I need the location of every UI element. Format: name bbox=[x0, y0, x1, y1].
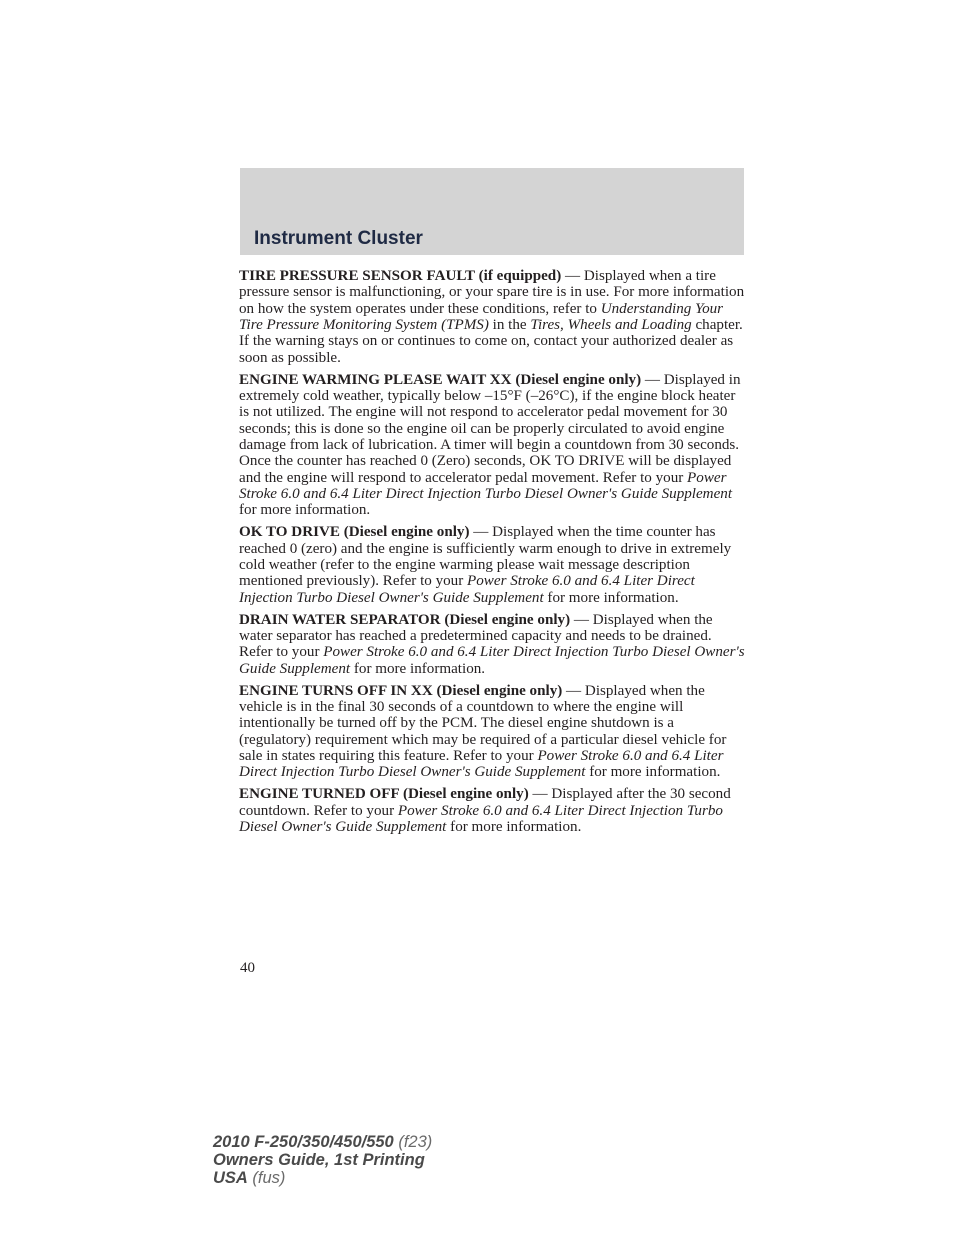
footer-printing: Owners Guide, 1st Printing bbox=[213, 1151, 425, 1169]
footer-market-line bbox=[213, 1169, 432, 1187]
entry-term: ENGINE WARMING PLEASE WAIT XX (Diesel engine only) bbox=[239, 371, 642, 388]
entry-reference: Understanding Your Tire Pressure Monitoring System (TPMS) bbox=[239, 300, 724, 334]
entry-drain-water-separator bbox=[239, 612, 745, 677]
entry-reference: Power Stroke 6.0 and 6.4 Liter Direct Injection Turbo Diesel Owner's Guide Supplement bbox=[239, 469, 733, 503]
footer-model-line bbox=[213, 1133, 432, 1151]
entry-reference: Power Stroke 6.0 and 6.4 Liter Direct Injection Turbo Diesel Owner's Guide Supplement bbox=[239, 573, 695, 606]
entry-text: — Displayed in extremely cold weather, typically below –15°F (–26°C), if the engine block heater is not utilized. The engine will not respond to accelerator pedal movement for 30 seconds; this is done so the engine oil can be properly circulated to avoid engine damage from lack of lubrication. A timer will begin a countdown from 30 seconds. Once the counter has reached 0 (Zero) seconds, OK TO DRIVE will be displayed and the engine will respond to accelerator pedal movement. Refer to your bbox=[239, 371, 741, 486]
entry-reference: Power Stroke 6.0 and 6.4 Liter Direct Injection Turbo Diesel Owner's Guide Supplement bbox=[239, 644, 745, 677]
entry-term: DRAIN WATER SEPARATOR (Diesel engine only) bbox=[239, 611, 571, 628]
entry-text: — Displayed when the time counter has reached 0 (zero) and the engine is sufficiently warm enough to drive in extremely cold weather (refer to the engine warming please wait message description mentioned previously). Refer to your bbox=[239, 524, 732, 590]
footer-market: USA bbox=[213, 1169, 248, 1187]
entry-text: for more information. bbox=[239, 502, 371, 519]
entry-reference: Tires, Wheels and Loading bbox=[530, 317, 692, 334]
entry-ok-to-drive bbox=[239, 524, 745, 606]
entry-text: in the bbox=[488, 317, 531, 334]
entry-text: — Displayed when the vehicle is in the final 30 seconds of a countdown to where the engine will intentionally be turned off by the PCM. The diesel engine shutdown is a (regulatory) requirement which may be required of a particular diesel vehicle for sale in states requiring this feature. Refer to your bbox=[239, 682, 727, 764]
page-body bbox=[239, 268, 745, 841]
document-footer bbox=[213, 1133, 432, 1187]
entry-term: OK TO DRIVE (Diesel engine only) bbox=[239, 524, 470, 541]
entry-reference: Power Stroke 6.0 and 6.4 Liter Direct Injection Turbo Diesel Owner's Guide Supplement bbox=[239, 748, 724, 781]
footer-model-code: (f23) bbox=[393, 1133, 433, 1151]
entry-term: TIRE PRESSURE SENSOR FAULT (if equipped) bbox=[239, 268, 562, 284]
entry-text: chapter. If the warning stays on or continues to come on, contact your authorized dealer as soon as possible. bbox=[239, 317, 743, 366]
entry-term: ENGINE TURNED OFF (Diesel engine only) bbox=[239, 786, 529, 803]
footer-market-code: (fus) bbox=[247, 1169, 286, 1187]
entry-text: for more information. bbox=[543, 589, 679, 606]
entry-term: ENGINE TURNS OFF IN XX (Diesel engine only) bbox=[239, 682, 563, 699]
entry-engine-warming bbox=[239, 372, 745, 519]
entry-text: for more information. bbox=[350, 660, 486, 677]
entry-reference: Power Stroke 6.0 and 6.4 Liter Direct Injection Turbo Diesel Owner's Guide Supplement bbox=[239, 802, 723, 835]
footer-model: 2010 F-250/350/450/550 bbox=[213, 1133, 394, 1151]
entry-tire-pressure-sensor-fault bbox=[239, 268, 745, 366]
entry-engine-turns-off bbox=[239, 683, 745, 781]
entry-text: — Displayed when the water separator has reached a predetermined capacity and needs to be drained. Refer to your bbox=[239, 611, 713, 661]
entry-text: — Displayed when a tire pressure sensor is malfunctioning, or your spare tire is in use. For more information on how the system operates under these conditions, refer to bbox=[239, 268, 745, 317]
entry-text: for more information. bbox=[446, 818, 582, 835]
section-header bbox=[240, 168, 744, 255]
entry-text: for more information. bbox=[585, 764, 721, 781]
entry-engine-turned-off bbox=[239, 786, 745, 835]
page-number: 40 bbox=[240, 960, 255, 976]
section-title: Instrument Cluster bbox=[254, 228, 423, 249]
entry-text: — Displayed after the 30 second countdown. Refer to your bbox=[239, 786, 731, 819]
